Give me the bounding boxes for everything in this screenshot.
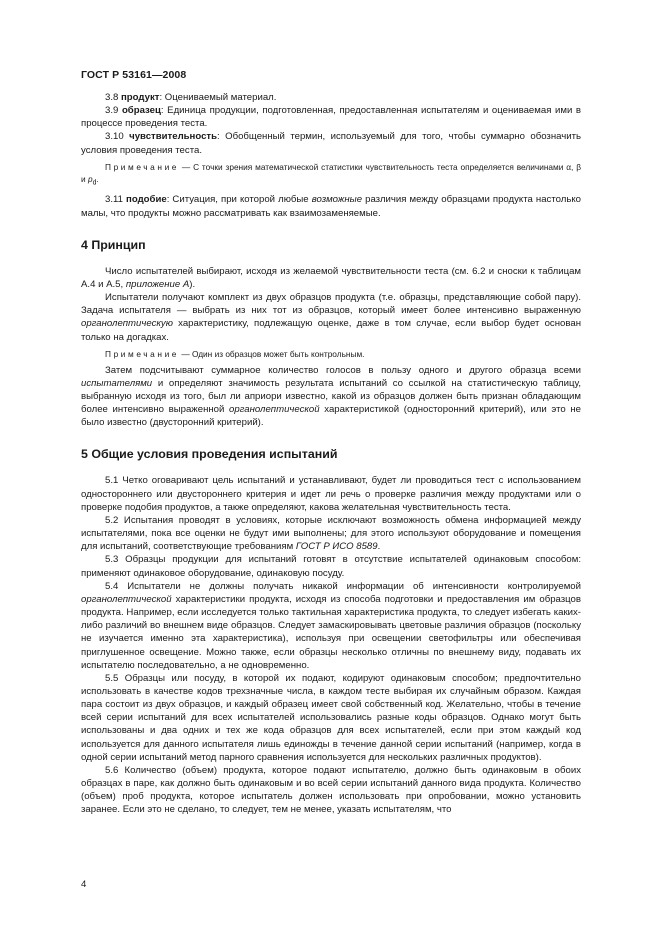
clause-5-1: 5.1 Четко оговаривают цель испытаний и устанавливают, будет ли проводиться тест с использованием одностороннего или двустороннего критерия и идет ли речь о проверке различия между продуктами или о проверке подобия продуктов, а также определяют, какова желательная чувствительность теста. [81,475,581,513]
term: образец [121,105,161,117]
note-sensitivity: Примечание — С точки зрения математической статистики чувствительность теста определяется величинами α, β и $p_d$. [81,161,581,187]
term: подобие [126,194,167,206]
definition-3-11: 3.11 подобие: Ситуация, при которой любые возможные различия между образцами продукта настолько малы, что продукты можно рассматривать как взаимозаменяемые. [81,194,581,219]
clause-5-3: 5.3 Образцы продукции для испытаний готовят в отсутствие испытателей одинаковым способом: применяют одинаковое оборудование, одинаковую посуду. [81,554,581,579]
section-4-paragraph-3: Затем подсчитывают суммарное количество голосов в пользу одного и другого образца всеми испытателями и определяют значимость результата испытаний со ссылкой на статистическую таблицу, выбранную исходя из того, был ли априори известно, какой из образцов должен быть признан обладающим более интенсивно выраженной органолептической характеристикой (односторонний критерий), или это не было известно (двусторонний критерий). [81,364,582,429]
clause-5-5: 5.5 Образцы или посуду, в которой их подают, кодируют одинаковым способом; предпочтительно использовать в качестве кодов трехзначные числа, в каждом тесте выбирая их случайным образом. Каждая пара состоит из двух образцов, и каждый образец имеет свой собственный код. Желательно, чтобы в течение всей серии испытаний для всех испытателей использовались разные коды образцов. Однако могут быть использованы и два одних и тех же кода образцов для всех испытателей, если при этом каждый код используется для данного испытателя лишь единожды в течение данной серии испытаний (например, когда в одной серии испытаний метод парного сравнения используется для нескольких различных продуктов). [81,672,581,763]
definition-3-9: 3.9 образец: Единица продукции, подготовленная, предоставленная испытателям и оцениваемая ими в процессе проведения теста. [81,105,581,130]
term: продукт [121,92,160,103]
definition-3-10: 3.10 чувствительность: Обобщенный термин, используемый для того, чтобы суммарно обозначить условия проведения теста. [81,131,581,156]
clause-5-4: 5.4 Испытатели не должны получать никакой информации об интенсивности контролируемой органолептической характеристики продукта, исходя из способа подготовки и предоставления им образцов продукта. Например, если исследуется только тактильная характеристика продукта, то следует избегать каких-либо различий во внешнем виде образцов. Следует замаскировывать цветовые различия образцов (поскольку не изучается именно эта характеристика), используя при освещении светофильтры или обеспечивая приглушенное освещение. Можно также, если образцы несколько отличны по внешнему виду, подавать их испытателю последовательно, а не одновременно. [81,580,581,671]
document-body [81,91,581,817]
page-number: 4 [81,879,87,890]
definition-3-8: 3.8 продукт: Оцениваемый материал. [105,92,277,103]
note-label: Примечание [105,348,180,359]
note-label: Примечание [105,161,180,172]
note-control: Примечание — Один из образцов может быть контрольным. [105,348,365,359]
section-4-paragraph-2: Испытатели получают комплект из двух образцов продукта (т.е. образцы, представляющие собой пару). Задача испытателя — выбрать из них тот из образцов, который имеет более интенсивно выраженную органолептическую характеристику, подлежащую оценке, даже в том случае, если выбор будет основан только на догадках. [81,292,581,343]
document-header: ГОСТ Р 53161—2008 [81,69,187,81]
term: чувствительность [129,131,218,143]
section-4-paragraph-1: Число испытателей выбирают, исходя из желаемой чувствительности теста (см. 6.2 и сноски к таблицам А.4 и А.5, приложение А). [81,265,581,290]
clause-5-6: 5.6 Количество (объем) продукта, которое подают испытателю, должно быть одинаковым в обоих образцах в паре, как должно быть одинаковым и во всей серии испытаний данного вида продукта. Количество (объем) проб продукта, которое испытатель должен использовать при опробовании, можно установить заранее. Если это не сделано, то следует, тем не менее, указать испытателям, что [81,764,581,816]
section-4-title: 4 Принцип [81,237,146,252]
section-5-title: 5 Общие условия проведения испытаний [81,447,338,462]
clause-5-2: 5.2 Испытания проводят в условиях, которые исключают возможность обмена информацией между испытателями, пока все оценки не будут ими выполнены; для этого используют оборудование и помещения для испытаний, соответствующие требованиям ГОСТ Р ИСО 8589. [81,514,581,553]
